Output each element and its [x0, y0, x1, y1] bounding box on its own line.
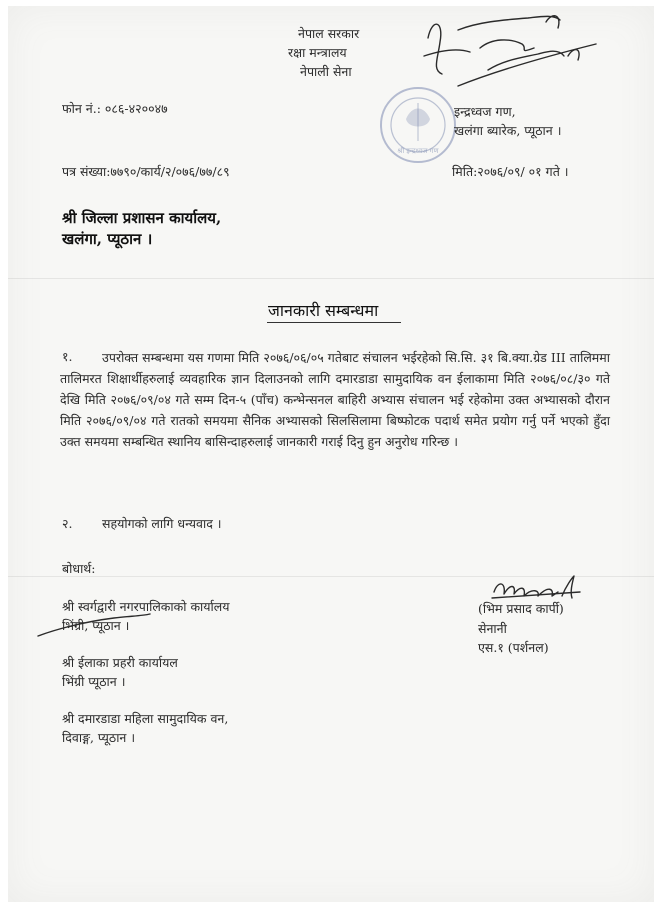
gov-line-1: नेपाल सरकार	[298, 26, 360, 41]
subject-underline	[267, 322, 401, 323]
cc-item-1-line-2: भिंग्री, प्यूठान ।	[62, 618, 130, 633]
cc-item-2-line-1: श्री ईलाका प्रहरी कार्यायल	[62, 655, 178, 670]
cc-item-3-line-2: दिवाङ्ग, प्यूठान ।	[62, 730, 136, 745]
letter-date: मिति:२०७६/०९/ ०१ गते ।	[452, 164, 569, 179]
gov-line-3: नेपाली सेना	[300, 64, 352, 79]
cc-item-2-line-2: भिंग्री प्यूठान ।	[62, 674, 126, 689]
stamp-text: श्री इन्द्रध्वज गण	[397, 147, 439, 155]
addressee-line-1: श्री जिल्ला प्रशासन कार्यालय,	[62, 209, 222, 227]
signatory-rank: सेनानी	[478, 621, 507, 636]
signature-mark	[488, 574, 584, 604]
cc-item-1-line-1: श्री स्वर्गद्वारी नगरपालिकाको कार्यालय	[62, 599, 230, 614]
para1-text: उपरोक्त सम्बन्धमा यस गणमा मिति २०७६/०६/०५ गतेबाट संचालन भईरहेको सि.सि. ३१ बि.क्या.ग्रेड III तालिममा तालिमरत शिक्षार्थीहरुलाई व्यवहारिक ज्ञान दिलाउनको लागि दमारडाडा सामुदायिक वन ईलाकामा मिति २०७६/०८/३० गते देखि मिति २०७६/०९/०४ गते सम्म दिन-५ (पाँच) कन्भेन्सनल बाहिरी अभ्यास संचालन भई रहेकोमा उक्त अभ्यासको दौरान मिति २०७६/०९/०४ गते रातको समयमा सैनिक अभ्यासको सिलसिलामा बिष्फोटक पदार्थ समेत प्रयोग गर्नु पर्ने भएको हुँदा उक्त समयमा सम्बन्धित स्थानिय बासिन्दाहरुलाई जानकारी गराई दिनु हुन अनुरोध गरिन्छ ।	[60, 350, 610, 449]
cc-item-3-line-1: श्री दमारडाडा महिला सामुदायिक वन,	[62, 711, 229, 726]
letter-page	[8, 6, 654, 902]
subject-title: जानकारी सम्बन्धमा	[268, 301, 379, 320]
handwritten-strike-mark	[34, 610, 154, 640]
unit-line-2: खलंगा ब्यारेक, प्यूठान ।	[454, 123, 562, 138]
para2-text: सहयोगको लागि धन्यवाद ।	[102, 516, 222, 531]
addressee-line-2: खलंगा, प्यूठान ।	[62, 230, 153, 248]
reference-number: पत्र संख्या:७७९०/कार्य/२/०७६/७७/८९	[62, 164, 230, 179]
unit-line-1: इन्द्रध्वज गण,	[454, 104, 516, 119]
para2-number: २.	[62, 516, 73, 531]
para1-number: १.	[62, 349, 73, 364]
phone-number: फोन नं.: ०८६-४२००४७	[62, 101, 168, 116]
signatory-post: एस.१ (पर्शनल)	[478, 640, 549, 655]
gov-line-2: रक्षा मन्त्रालय	[288, 45, 347, 60]
signatory-name: (भिम प्रसाद कार्पी)	[478, 601, 564, 616]
cc-label: बोधार्थ:	[62, 561, 96, 576]
paper-fold	[8, 278, 654, 279]
unit-stamp	[376, 83, 460, 167]
